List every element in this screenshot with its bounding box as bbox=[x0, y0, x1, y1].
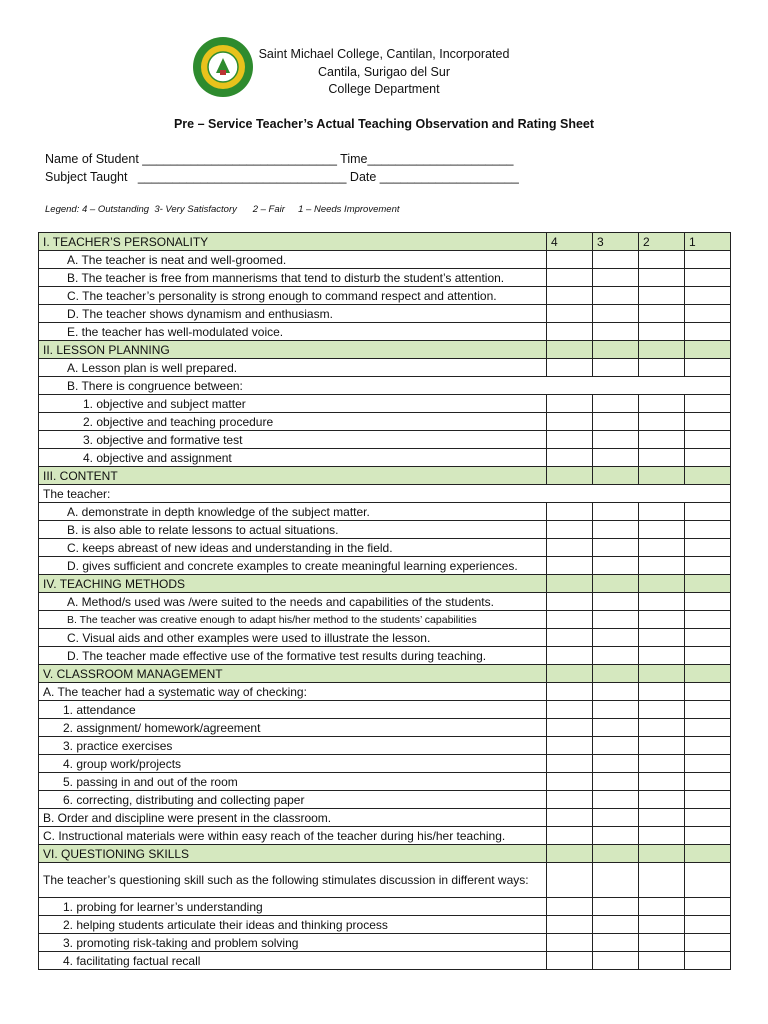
criterion-row bbox=[39, 611, 731, 629]
criterion-text: D. gives sufficient and concrete examples to create meaningful learning experiences. bbox=[39, 557, 547, 575]
section-header-row bbox=[39, 665, 731, 683]
criterion-row bbox=[39, 359, 731, 377]
rating-cell-4[interactable] bbox=[547, 683, 593, 701]
rating-cell-2[interactable] bbox=[639, 683, 685, 701]
rating-cell-2[interactable] bbox=[639, 503, 685, 521]
rating-cell-3[interactable] bbox=[593, 305, 639, 323]
criterion-text: 5. passing in and out of the room bbox=[39, 773, 547, 791]
rating-cell-2[interactable] bbox=[639, 557, 685, 575]
rating-cell-4[interactable] bbox=[547, 395, 593, 413]
criterion-row bbox=[39, 251, 731, 269]
rating-cell-4[interactable] bbox=[547, 827, 593, 845]
criterion-text: C. The teacher’s personality is strong enough to command respect and attention. bbox=[39, 287, 547, 305]
criterion-row bbox=[39, 737, 731, 755]
sheet-title: Pre – Service Teacher’s Actual Teaching Observation and Rating Sheet bbox=[173, 117, 595, 131]
criterion-row bbox=[39, 683, 731, 701]
rating-cell-1[interactable] bbox=[685, 952, 731, 970]
rating-cell-3[interactable] bbox=[593, 539, 639, 557]
rating-cell-4[interactable] bbox=[547, 611, 593, 629]
section-header-row bbox=[39, 233, 731, 251]
section-score-cell bbox=[685, 845, 731, 863]
rating-cell-4[interactable] bbox=[547, 449, 593, 467]
rating-cell-4[interactable] bbox=[547, 916, 593, 934]
rating-cell-3[interactable] bbox=[593, 431, 639, 449]
rating-cell-4[interactable] bbox=[547, 701, 593, 719]
rating-cell-4[interactable] bbox=[547, 755, 593, 773]
section-score-cell bbox=[593, 845, 639, 863]
rating-cell-3[interactable] bbox=[593, 251, 639, 269]
criterion-row bbox=[39, 593, 731, 611]
rating-cell-3[interactable] bbox=[593, 323, 639, 341]
rating-cell-1[interactable] bbox=[685, 629, 731, 647]
rating-cell-3[interactable] bbox=[593, 952, 639, 970]
rating-cell-4[interactable] bbox=[547, 521, 593, 539]
criterion-text: D. The teacher shows dynamism and enthusiasm. bbox=[39, 305, 547, 323]
rating-cell-4[interactable] bbox=[547, 287, 593, 305]
section-header-row bbox=[39, 467, 731, 485]
section-score-cell bbox=[593, 341, 639, 359]
criterion-row bbox=[39, 269, 731, 287]
criterion-row bbox=[39, 287, 731, 305]
rating-cell-1[interactable] bbox=[685, 611, 731, 629]
rating-cell-4[interactable] bbox=[547, 934, 593, 952]
section-score-cell bbox=[547, 665, 593, 683]
rating-cell-3[interactable] bbox=[593, 773, 639, 791]
rating-cell-4[interactable] bbox=[547, 413, 593, 431]
section-score-cell bbox=[547, 341, 593, 359]
rating-cell-2[interactable] bbox=[639, 521, 685, 539]
rating-cell-4[interactable] bbox=[547, 503, 593, 521]
criterion-row bbox=[39, 305, 731, 323]
rating-cell-3[interactable] bbox=[593, 755, 639, 773]
criterion-row bbox=[39, 431, 731, 449]
rating-cell-2[interactable] bbox=[639, 952, 685, 970]
criterion-row bbox=[39, 791, 731, 809]
rating-cell-3[interactable] bbox=[593, 629, 639, 647]
criterion-text: 1. objective and subject matter bbox=[39, 395, 547, 413]
rating-table bbox=[38, 232, 731, 970]
criterion-row bbox=[39, 827, 731, 845]
section-header-row bbox=[39, 341, 731, 359]
criterion-text: D. The teacher made effective use of the formative test results during teaching. bbox=[39, 647, 547, 665]
score-header-3: 3 bbox=[593, 233, 639, 251]
rating-cell-4[interactable] bbox=[547, 791, 593, 809]
section-score-cell bbox=[639, 665, 685, 683]
rating-cell-2[interactable] bbox=[639, 269, 685, 287]
criterion-row bbox=[39, 952, 731, 970]
criterion-row bbox=[39, 323, 731, 341]
criterion-text: 3. promoting risk-taking and problem solving bbox=[39, 934, 547, 952]
rating-cell-1[interactable] bbox=[685, 503, 731, 521]
criterion-text: The teacher: bbox=[39, 485, 731, 503]
section-title: VI. QUESTIONING SKILLS bbox=[39, 845, 547, 863]
rating-cell-2[interactable] bbox=[639, 395, 685, 413]
criterion-text: A. Method/s used was /were suited to the needs and capabilities of the students. bbox=[39, 593, 547, 611]
criterion-row bbox=[39, 755, 731, 773]
criterion-row bbox=[39, 916, 731, 934]
criterion-text: 1. probing for learner’s understanding bbox=[39, 898, 547, 916]
rating-cell-3[interactable] bbox=[593, 521, 639, 539]
criterion-row bbox=[39, 934, 731, 952]
rating-legend: Legend: 4 – Outstanding 3- Very Satisfactory 2 – Fair 1 – Needs Improvement bbox=[45, 204, 400, 215]
section-score-cell bbox=[639, 467, 685, 485]
criterion-text: 4. group work/projects bbox=[39, 755, 547, 773]
rating-cell-3[interactable] bbox=[593, 269, 639, 287]
rating-cell-3[interactable] bbox=[593, 413, 639, 431]
rating-cell-3[interactable] bbox=[593, 791, 639, 809]
rating-cell-4[interactable] bbox=[547, 737, 593, 755]
rating-cell-2[interactable] bbox=[639, 611, 685, 629]
rating-cell-1[interactable] bbox=[685, 863, 731, 898]
section-score-cell bbox=[639, 575, 685, 593]
section-score-cell bbox=[593, 575, 639, 593]
criterion-row bbox=[39, 413, 731, 431]
section-score-cell bbox=[547, 845, 593, 863]
rating-cell-4[interactable] bbox=[547, 431, 593, 449]
criterion-text: C. Instructional materials were within easy reach of the teacher during his/her teaching. bbox=[39, 827, 547, 845]
rating-cell-2[interactable] bbox=[639, 791, 685, 809]
rating-cell-4[interactable] bbox=[547, 719, 593, 737]
rating-cell-1[interactable] bbox=[685, 898, 731, 916]
rating-cell-2[interactable] bbox=[639, 916, 685, 934]
criterion-text: The teacher’s questioning skill such as the following stimulates discussion in different ways: bbox=[39, 863, 547, 898]
rating-cell-4[interactable] bbox=[547, 898, 593, 916]
rating-cell-3[interactable] bbox=[593, 593, 639, 611]
criterion-text: 2. objective and teaching procedure bbox=[39, 413, 547, 431]
section-title: III. CONTENT bbox=[39, 467, 547, 485]
rating-cell-3[interactable] bbox=[593, 719, 639, 737]
criterion-text: 3. objective and formative test bbox=[39, 431, 547, 449]
rating-cell-1[interactable] bbox=[685, 413, 731, 431]
criterion-row bbox=[39, 809, 731, 827]
criterion-text: B. Order and discipline were present in the classroom. bbox=[39, 809, 547, 827]
criterion-text: 1. attendance bbox=[39, 701, 547, 719]
rating-cell-3[interactable] bbox=[593, 863, 639, 898]
rating-cell-3[interactable] bbox=[593, 916, 639, 934]
rating-cell-1[interactable] bbox=[685, 827, 731, 845]
rating-cell-4[interactable] bbox=[547, 359, 593, 377]
rating-cell-2[interactable] bbox=[639, 413, 685, 431]
rating-cell-2[interactable] bbox=[639, 737, 685, 755]
rating-cell-2[interactable] bbox=[639, 898, 685, 916]
criterion-row bbox=[39, 719, 731, 737]
rating-cell-4[interactable] bbox=[547, 809, 593, 827]
college-name: Saint Michael College, Cantilan, Incorporated bbox=[258, 47, 510, 61]
rating-cell-1[interactable] bbox=[685, 791, 731, 809]
criterion-row bbox=[39, 395, 731, 413]
rating-cell-2[interactable] bbox=[639, 305, 685, 323]
subject-date-line: Subject Taught ______________________________ Date ____________________ bbox=[45, 170, 519, 184]
rating-cell-1[interactable] bbox=[685, 521, 731, 539]
score-header-1: 1 bbox=[685, 233, 731, 251]
rating-cell-1[interactable] bbox=[685, 916, 731, 934]
rating-cell-1[interactable] bbox=[685, 251, 731, 269]
criterion-row bbox=[39, 629, 731, 647]
rating-cell-1[interactable] bbox=[685, 287, 731, 305]
section-title: I. TEACHER’S PERSONALITY bbox=[39, 233, 547, 251]
criterion-row bbox=[39, 539, 731, 557]
rating-cell-2[interactable] bbox=[639, 701, 685, 719]
rating-cell-4[interactable] bbox=[547, 863, 593, 898]
rating-cell-1[interactable] bbox=[685, 755, 731, 773]
rating-cell-2[interactable] bbox=[639, 251, 685, 269]
rating-cell-2[interactable] bbox=[639, 323, 685, 341]
rating-cell-1[interactable] bbox=[685, 305, 731, 323]
rating-cell-2[interactable] bbox=[639, 449, 685, 467]
rating-cell-1[interactable] bbox=[685, 557, 731, 575]
section-title: IV. TEACHING METHODS bbox=[39, 575, 547, 593]
rating-cell-2[interactable] bbox=[639, 647, 685, 665]
rating-cell-3[interactable] bbox=[593, 503, 639, 521]
rating-cell-2[interactable] bbox=[639, 287, 685, 305]
college-department: College Department bbox=[328, 82, 440, 96]
section-title: V. CLASSROOM MANAGEMENT bbox=[39, 665, 547, 683]
rating-cell-1[interactable] bbox=[685, 683, 731, 701]
rating-cell-2[interactable] bbox=[639, 827, 685, 845]
criterion-row bbox=[39, 485, 731, 503]
rating-cell-1[interactable] bbox=[685, 719, 731, 737]
criterion-text: B. There is congruence between: bbox=[39, 377, 731, 395]
criterion-text: 4. objective and assignment bbox=[39, 449, 547, 467]
rating-cell-2[interactable] bbox=[639, 593, 685, 611]
rating-cell-1[interactable] bbox=[685, 449, 731, 467]
rating-cell-4[interactable] bbox=[547, 952, 593, 970]
rating-cell-3[interactable] bbox=[593, 934, 639, 952]
score-header-2: 2 bbox=[639, 233, 685, 251]
rating-cell-4[interactable] bbox=[547, 305, 593, 323]
criterion-row bbox=[39, 521, 731, 539]
section-score-cell bbox=[547, 467, 593, 485]
section-header-row bbox=[39, 845, 731, 863]
rating-cell-1[interactable] bbox=[685, 809, 731, 827]
rating-cell-1[interactable] bbox=[685, 934, 731, 952]
criterion-text: B. The teacher is free from mannerisms that tend to disturb the student’s attention. bbox=[39, 269, 547, 287]
criterion-text: E. the teacher has well-modulated voice. bbox=[39, 323, 547, 341]
rating-cell-2[interactable] bbox=[639, 934, 685, 952]
college-address: Cantila, Surigao del Sur bbox=[317, 64, 451, 79]
rating-cell-1[interactable] bbox=[685, 269, 731, 287]
rating-cell-3[interactable] bbox=[593, 701, 639, 719]
criterion-text: 6. correcting, distributing and collecting paper bbox=[39, 791, 547, 809]
rating-cell-1[interactable] bbox=[685, 395, 731, 413]
section-title: II. LESSON PLANNING bbox=[39, 341, 547, 359]
section-score-cell bbox=[685, 665, 731, 683]
criterion-row bbox=[39, 773, 731, 791]
student-name-time-line: Name of Student ____________________________ Time_____________________ bbox=[45, 152, 514, 166]
rating-cell-2[interactable] bbox=[639, 719, 685, 737]
rating-cell-3[interactable] bbox=[593, 359, 639, 377]
section-score-cell bbox=[593, 665, 639, 683]
rating-cell-3[interactable] bbox=[593, 647, 639, 665]
rating-cell-1[interactable] bbox=[685, 701, 731, 719]
college-info bbox=[250, 46, 518, 99]
rating-cell-3[interactable] bbox=[593, 449, 639, 467]
rating-cell-1[interactable] bbox=[685, 773, 731, 791]
rating-cell-4[interactable] bbox=[547, 539, 593, 557]
score-header-4: 4 bbox=[547, 233, 593, 251]
section-score-cell bbox=[547, 575, 593, 593]
rating-cell-3[interactable] bbox=[593, 557, 639, 575]
rating-cell-4[interactable] bbox=[547, 251, 593, 269]
criterion-row bbox=[39, 898, 731, 916]
section-score-cell bbox=[639, 845, 685, 863]
college-seal-icon bbox=[192, 36, 254, 98]
criterion-text: A. Lesson plan is well prepared. bbox=[39, 359, 547, 377]
section-score-cell bbox=[639, 341, 685, 359]
rating-cell-3[interactable] bbox=[593, 898, 639, 916]
rating-cell-4[interactable] bbox=[547, 629, 593, 647]
criterion-row bbox=[39, 863, 731, 898]
rating-cell-2[interactable] bbox=[639, 539, 685, 557]
section-score-cell bbox=[685, 341, 731, 359]
criterion-text: 3. practice exercises bbox=[39, 737, 547, 755]
criterion-text: 2. helping students articulate their ideas and thinking process bbox=[39, 916, 547, 934]
rating-cell-3[interactable] bbox=[593, 611, 639, 629]
criterion-row bbox=[39, 647, 731, 665]
rating-cell-4[interactable] bbox=[547, 323, 593, 341]
rating-cell-2[interactable] bbox=[639, 431, 685, 449]
rating-cell-4[interactable] bbox=[547, 647, 593, 665]
section-score-cell bbox=[685, 575, 731, 593]
criterion-text: 4. facilitating factual recall bbox=[39, 952, 547, 970]
rating-cell-3[interactable] bbox=[593, 737, 639, 755]
criterion-row bbox=[39, 449, 731, 467]
rating-cell-1[interactable] bbox=[685, 593, 731, 611]
criterion-text: B. is also able to relate lessons to actual situations. bbox=[39, 521, 547, 539]
rating-cell-3[interactable] bbox=[593, 827, 639, 845]
rating-cell-2[interactable] bbox=[639, 863, 685, 898]
rating-cell-3[interactable] bbox=[593, 809, 639, 827]
criterion-text: 2. assignment/ homework/agreement bbox=[39, 719, 547, 737]
rating-cell-2[interactable] bbox=[639, 359, 685, 377]
criterion-text: C. Visual aids and other examples were used to illustrate the lesson. bbox=[39, 629, 547, 647]
rating-cell-1[interactable] bbox=[685, 539, 731, 557]
rating-cell-2[interactable] bbox=[639, 773, 685, 791]
criterion-text: C. keeps abreast of new ideas and understanding in the field. bbox=[39, 539, 547, 557]
rating-cell-2[interactable] bbox=[639, 809, 685, 827]
criterion-row bbox=[39, 503, 731, 521]
rating-cell-1[interactable] bbox=[685, 647, 731, 665]
criterion-row bbox=[39, 701, 731, 719]
rating-cell-1[interactable] bbox=[685, 359, 731, 377]
rating-cell-4[interactable] bbox=[547, 593, 593, 611]
rating-cell-4[interactable] bbox=[547, 269, 593, 287]
section-header-row bbox=[39, 575, 731, 593]
section-score-cell bbox=[685, 467, 731, 485]
criterion-text: A. demonstrate in depth knowledge of the subject matter. bbox=[39, 503, 547, 521]
criterion-text: A. The teacher had a systematic way of checking: bbox=[39, 683, 547, 701]
criterion-text: A. The teacher is neat and well-groomed. bbox=[39, 251, 547, 269]
rating-cell-3[interactable] bbox=[593, 395, 639, 413]
rating-cell-2[interactable] bbox=[639, 755, 685, 773]
rating-cell-3[interactable] bbox=[593, 683, 639, 701]
rating-cell-1[interactable] bbox=[685, 323, 731, 341]
rating-cell-4[interactable] bbox=[547, 773, 593, 791]
rating-cell-2[interactable] bbox=[639, 629, 685, 647]
rating-cell-4[interactable] bbox=[547, 557, 593, 575]
document-header bbox=[0, 36, 768, 106]
criterion-row bbox=[39, 557, 731, 575]
criterion-text: B. The teacher was creative enough to adapt his/her method to the students’ capabilities bbox=[39, 611, 547, 629]
rating-cell-1[interactable] bbox=[685, 431, 731, 449]
rating-cell-3[interactable] bbox=[593, 287, 639, 305]
section-score-cell bbox=[593, 467, 639, 485]
rating-cell-1[interactable] bbox=[685, 737, 731, 755]
criterion-row bbox=[39, 377, 731, 395]
